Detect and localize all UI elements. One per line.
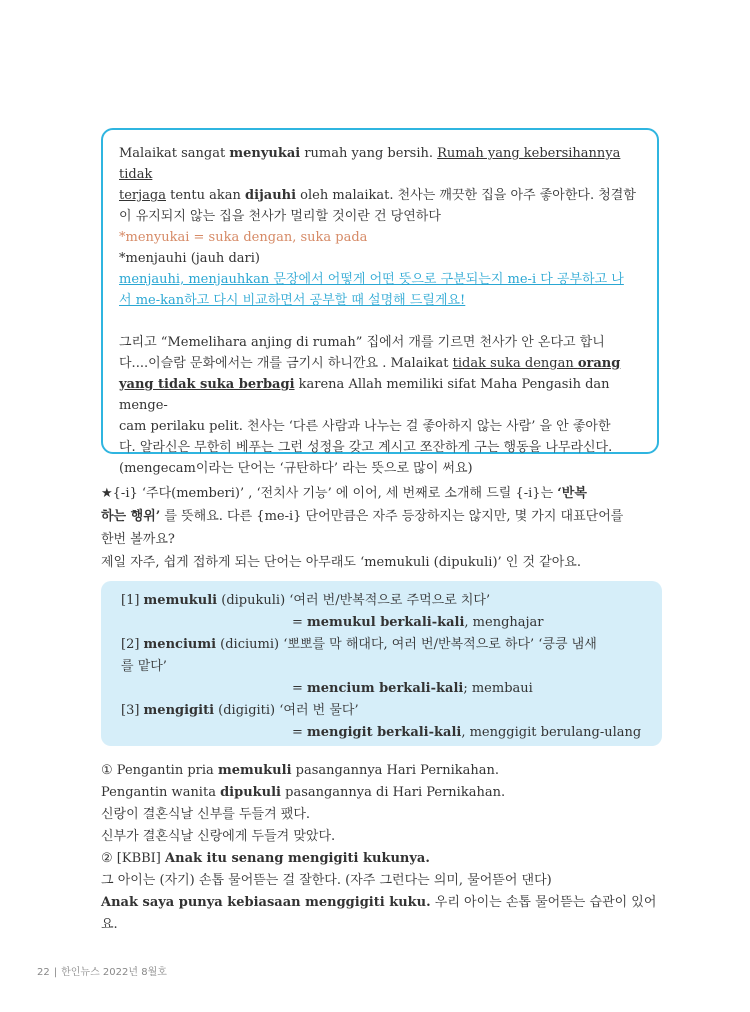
vocab-3-eq: = mengigit berkali-kali, menggigit berulang-ulang — [292, 725, 642, 740]
publication-title: 한인뉴스 2022년 8월호 — [61, 967, 167, 978]
intro-line-1: ★{-i} ‘주다(memberi)’ , ‘전치사 기능’ 에 이어, 세 번째로 소개해 드릴 {-i}는 ‘반복 — [101, 486, 587, 501]
intro-paragraph — [101, 482, 663, 574]
example-6: 그 아이는 (자기) 손톱 물어뜯는 걸 잘한다. (자주 그런다는 의미, 물어뜯어 댄다) — [101, 873, 552, 888]
example-2: Pengantin wanita dipukuli pasangannya di Hari Pernikahan. — [101, 785, 506, 800]
box-line-6: menjauhi, menjauhkan 문장에서 어떻게 어떤 뜻으로 구분되는지 me-i 다 공부하고 나 — [119, 272, 624, 287]
example-4: 신부가 결혼식날 신랑에게 두들겨 맞았다. — [101, 829, 336, 844]
box-line-11: cam perilaku pelit. 천사는 ‘다른 사람과 나누는 걸 좋아하지 않는 사람’ 을 안 좋아한 — [119, 419, 611, 434]
info-box-text — [119, 143, 651, 479]
box-line-5: *menjauhi (jauh dari) — [119, 251, 260, 266]
vocab-3: [3] mengigiti (digigiti) ‘여러 번 물다’ — [121, 703, 359, 718]
box-line-12: 다. 알라신은 무한히 베푸는 그런 성정을 갖고 계시고 쪼잔하게 구는 행동을 나무라신다. — [119, 440, 613, 455]
box-line-9: 다....이슬람 문화에서는 개를 금기시 하니깐요 . Malaikat tidak suka dengan orang — [119, 356, 621, 371]
vocab-1: [1] memukuli (dipukuli) ‘여러 번/반복적으로 주먹으로 치다’ — [121, 593, 491, 608]
vocab-1-eq: = memukul berkali-kali, menghajar — [292, 615, 544, 630]
page-footer — [37, 963, 167, 978]
box-line-10: yang tidak suka berbagi karena Allah memiliki sifat Maha Pengasih dan menge- — [119, 377, 610, 413]
box-line-8: 그리고 “Memelihara anjing di rumah” 집에서 개를 기르면 천사가 안 온다고 합니 — [119, 335, 605, 350]
box-line-1: Malaikat sangat menyukai rumah yang bersih. Rumah yang kebersihannya tidak — [119, 146, 621, 182]
examples — [101, 760, 663, 936]
intro-line-3: 한번 볼까요? — [101, 532, 175, 547]
example-1: ① Pengantin pria memukuli pasangannya Hari Pernikahan. — [101, 763, 500, 778]
box-line-2: terjaga tentu akan dijauhi oleh malaikat. 천사는 깨끗한 집을 아주 좋아한다. 청결함 — [119, 188, 636, 203]
example-5: ② [KBBI] Anak itu senang mengigiti kukunya. — [101, 851, 430, 866]
example-7: Anak saya punya kebiasaan menggigiti kuku. 우리 아이는 손톱 물어뜯는 습관이 있어요. — [101, 895, 657, 932]
box-line-4: *menyukai = suka dengan, suka pada — [119, 230, 368, 245]
vocab-2-cont: 를 맡다’ — [121, 659, 167, 674]
box-line-7: 서 me-kan하고 다시 비교하면서 공부할 때 설명해 드릴게요! — [119, 293, 466, 308]
page-number: 22 — [37, 967, 50, 978]
vocab-list — [121, 590, 651, 744]
box-line-13: (mengecam이라는 단어는 ‘규탄하다’ 라는 뜻으로 많이 써요) — [119, 461, 473, 476]
intro-line-2: 하는 행위’ 를 뜻해요. 다른 {me-i} 단어만큼은 자주 등장하지는 않지만, 몇 가지 대표단어를 — [101, 509, 624, 524]
footer-separator: | — [53, 967, 58, 978]
vocab-2-eq: = mencium berkali-kali; membaui — [292, 681, 533, 696]
intro-line-4: 제일 자주, 쉽게 접하게 되는 단어는 아무래도 ‘memukuli (dipukuli)’ 인 것 같아요. — [101, 555, 581, 570]
example-3: 신랑이 결혼식날 신부를 두들겨 팼다. — [101, 807, 311, 822]
vocab-2: [2] menciumi (diciumi) ‘뽀뽀를 막 해대다, 여러 번/반복적으로 하다’ ‘킁킁 냄새 — [121, 637, 597, 652]
box-line-3: 이 유지되지 않는 집을 천사가 멀리할 것이란 건 당연하다 — [119, 209, 441, 224]
